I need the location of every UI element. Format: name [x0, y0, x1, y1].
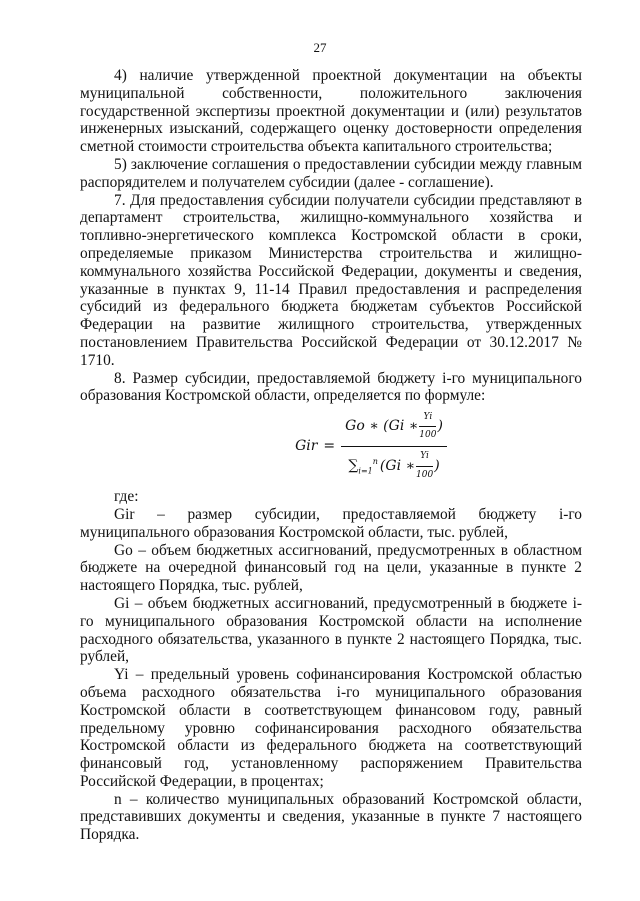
denominator-right: ) — [434, 457, 440, 474]
denominator-inner-den: 100 — [416, 469, 434, 480]
denominator-inner-num: Yi — [420, 451, 429, 462]
formula-main-fraction — [341, 408, 447, 486]
definition-n: n – количество муниципальных образований Костромской области, представивших документы и сведения, указанные в пункте 7 настоящего Порядка. — [80, 790, 582, 844]
formula-block — [80, 409, 582, 484]
subsidy-formula — [295, 408, 447, 486]
sum-upper-limit: n — [372, 456, 378, 466]
paragraph-8: 8. Размер субсидии, предоставляемой бюджету i-го муниципального образования Костромской области, определяется по формуле: — [80, 369, 582, 405]
definition-gir: Gir – размер субсидии, предоставляемой бюджету i-го муниципального образования Костромской области, тыс. рублей, — [80, 505, 582, 541]
numerator-inner-num: Yi — [423, 411, 433, 422]
page-number: 27 — [313, 40, 327, 55]
where-label: где: — [114, 488, 139, 506]
numerator-inner-fraction — [419, 409, 436, 446]
paragraph-7: 7. Для предоставления субсидии получатели субсидии представляют в департамент строительства, жилищно-коммунального хозяйства и топливно-энергетического комплекса Костромской области в сроки, определяемые приказом Министерства строительства и жилищно-коммунального хозяйства Российской Федерации, документы и сведения, указанные в пунктах 9, 11-14 Правил предоставления и распределения субсидий из федерального бюджета бюджетам субъектов Российской Федерации на развитие жилищного строительства, утвержденных постановлением Правительства Российской Федерации от 30.12.2017 № 1710. — [80, 191, 582, 369]
numerator-left: Go ∗ (Gi ∗ — [345, 417, 419, 434]
formula-numerator — [341, 408, 447, 447]
definition-yi: Yi – предельный уровень софинансирования Костромской областью объема расходного обязательства i-го муниципального образования Костромской области в соответствующем финансовом году, равный предельному уровню софинансирования расходного обязательства Костромской области из федерального бюджета на соответствующий финансовый год, установленному распоряжением Правительства Российской Федерации, в процентах; — [80, 666, 582, 790]
denominator-left: (Gi ∗ — [379, 457, 416, 474]
formula-lhs: Gir — [295, 437, 318, 454]
formula-denominator — [344, 447, 443, 486]
sum-symbol — [348, 453, 378, 480]
sum-lower-limit: i=1 — [358, 466, 373, 476]
definition-gi: Gi – объем бюджетных ассигнований, предусмотренный в бюджете i-го муниципального образования Костромской области на исполнение расходного обязательства, указанного в пункте 2 настоящего Порядка, тыс. рублей, — [80, 594, 582, 666]
paragraph-item-4: 4) наличие утвержденной проектной документации на объекты муниципальной собственности, положительного заключения государственной экспертизы проектной документации и (или) результатов инженерных изысканий, содержащего оценку достоверности определения сметной стоимости строительства объекта капитального строительства; — [80, 67, 582, 156]
definition-go: Go – объем бюджетных ассигнований, предусмотренных в областном бюджете на очередной финансовый год на цели, указанные в пункте 2 настоящего Порядка, тыс. рублей, — [80, 541, 582, 595]
document-body — [80, 67, 582, 844]
denominator-inner-fraction — [416, 448, 433, 485]
sum-sign: ∑ — [348, 457, 359, 474]
numerator-right: ) — [437, 417, 443, 434]
numerator-inner-den: 100 — [419, 430, 437, 441]
formula-equals: = — [323, 437, 336, 454]
paragraph-item-5: 5) заключение соглашения о предоставлении субсидии между главным распорядителем и получателем субсидии (далее - соглашение). — [80, 155, 582, 191]
